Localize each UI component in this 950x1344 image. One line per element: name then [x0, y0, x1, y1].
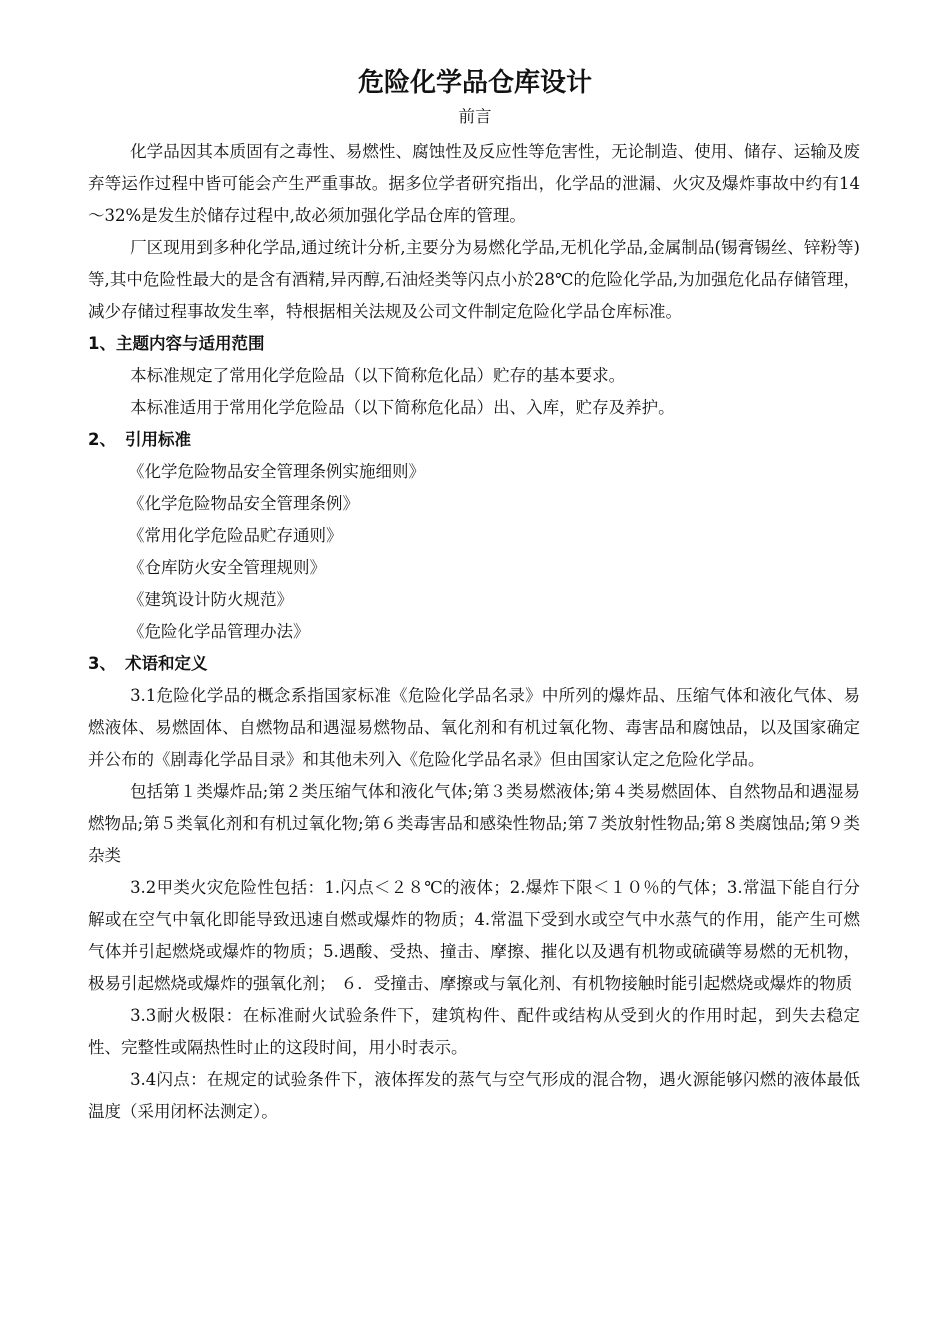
section-heading-3	[88, 648, 860, 680]
section-title: 术语和定义	[125, 654, 208, 673]
section-heading-2	[88, 424, 860, 456]
reference-item: 《危险化学品管理办法》	[128, 622, 310, 641]
section-paragraph: 本标准适用于常用化学危险品（以下简称危化品）出、入库，贮存及养护。	[130, 398, 675, 417]
definition-paragraph: 3.3耐火极限：在标准耐火试验条件下，建筑构件、配件或结构从受到火的作用时起，到失去稳定性、完整性或隔热性时止的这段时间，用小时表示。	[88, 1006, 860, 1057]
section-paragraph: 本标准规定了常用化学危险品（以下简称危化品）贮存的基本要求。	[130, 366, 626, 385]
reference-item: 《化学危险物品安全管理条例实施细则》	[128, 462, 425, 481]
definition-paragraph: 包括第１类爆炸品;第２类压缩气体和液化气体;第３类易燃液体;第４类易燃固体、自然物品和遇湿易燃物品;第５类氧化剂和有机过氧化物;第６类毒害品和感染性物品;第７类放射性物品;第８类腐蚀品;第９类杂类	[88, 782, 860, 865]
reference-item: 《建筑设计防火规范》	[128, 590, 293, 609]
reference-item: 《仓库防火安全管理规则》	[128, 558, 326, 577]
document-body	[88, 136, 860, 1128]
reference-item: 《常用化学危险品贮存通则》	[128, 526, 343, 545]
section-heading-1	[88, 328, 860, 360]
document-subtitle: 前言	[458, 107, 492, 126]
section-number: 2、	[88, 430, 116, 449]
reference-item: 《化学危险物品安全管理条例》	[128, 494, 359, 513]
definition-paragraph: 3.1危险化学品的概念系指国家标准《危险化学品名录》中所列的爆炸品、压缩气体和液化气体、易燃液体、易燃固体、自燃物品和遇湿易燃物品、氧化剂和有机过氧化物、毒害品和腐蚀品，以及国家确定并公布的《剧毒化学品目录》和其他未列入《危险化学品名录》但由国家认定之危险化学品。	[88, 686, 860, 769]
section-number: 1、	[88, 334, 116, 353]
definition-paragraph: 3.2甲类火灾危险性包括：1.闪点＜２８℃的液体；2.爆炸下限＜１０％的气体；3.常温下能自行分解或在空气中氧化即能导致迅速自燃或爆炸的物质；4.常温下受到水或空气中水蒸气的作用，能产生可燃气体并引起燃烧或爆炸的物质；5.遇酸、受热、撞击、摩擦、摧化以及遇有机物或硫磺等易燃的无机物，极易引起燃烧或爆炸的强氧化剂； ６．受撞击、摩擦或与氧化剂、有机物接触时能引起燃烧或爆炸的物质	[88, 878, 860, 993]
section-title: 主题内容与适用范围	[115, 334, 265, 353]
preface-paragraph: 化学品因其本质固有之毒性、易燃性、腐蚀性及反应性等危害性，无论制造、使用、储存、运输及废弃等运作过程中皆可能会产生严重事故。据多位学者研究指出，化学品的泄漏、火灾及爆炸事故中约有14～32%是发生於储存过程中,故必须加强化学品仓库的管理。	[88, 142, 860, 225]
section-number: 3、	[88, 654, 116, 673]
document-title: 危险化学品仓库设计	[357, 68, 592, 98]
preface-paragraph: 厂区现用到多种化学品,通过统计分析,主要分为易燃化学品,无机化学品,金属制品(锡膏锡丝、锌粉等)等,其中危险性最大的是含有酒精,异丙醇,石油烃类等闪点小於28℃的危险化学品,为加强危化品存储管理，减少存储过程事故发生率，特根据相关法规及公司文件制定危险化学品仓库标准。	[88, 238, 860, 321]
section-title: 引用标准	[125, 430, 191, 449]
definition-paragraph: 3.4闪点：在规定的试验条件下，液体挥发的蒸气与空气形成的混合物，遇火源能够闪燃的液体最低温度（采用闭杯法测定）。	[88, 1070, 860, 1121]
